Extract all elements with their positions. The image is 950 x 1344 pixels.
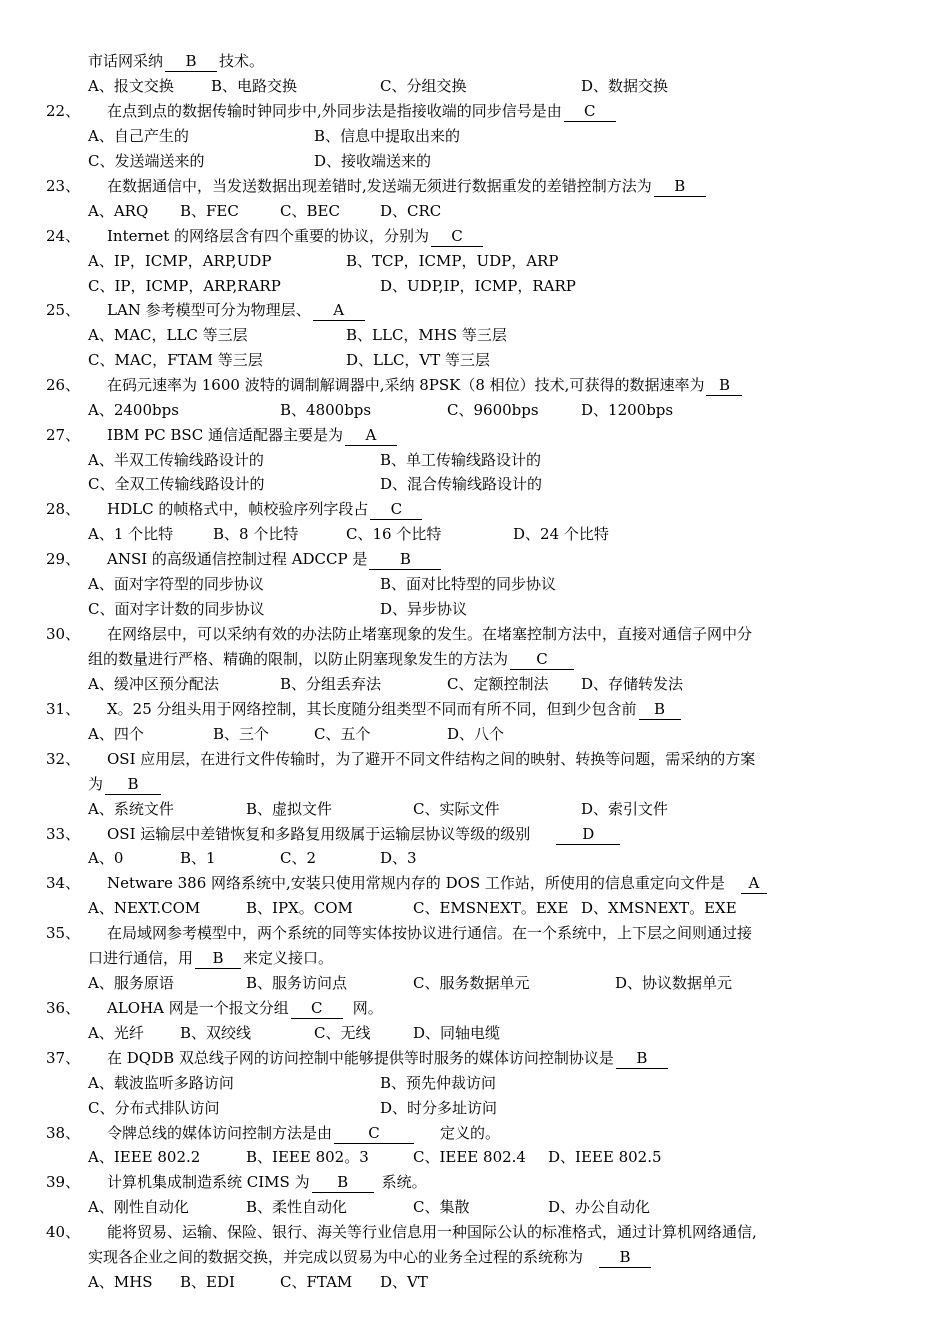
answer-blank: C <box>431 227 483 247</box>
question-text: X。25 分组头用于网络控制，其长度随分组类型不同而有所不同，但到少包含前 <box>107 700 637 718</box>
option-b: B、预先仲裁访问 <box>380 1074 497 1092</box>
question-text: 在局域网参考模型中，两个系统的同等实体按协议进行通信。在一个系统中，上下层之间则通过接 <box>107 924 753 942</box>
option-d: D、3 <box>380 849 417 867</box>
option-row <box>0 1145 950 1170</box>
question-text: Netware 386 网络系统中,安装只使用常规内存的 DOS 工作站，所使用的信息重定向文件是 <box>107 874 725 892</box>
option-row <box>0 1071 950 1096</box>
option-a: A、自己产生的 <box>88 127 189 145</box>
option-a: A、IP，ICMP，ARP,UDP <box>88 252 272 270</box>
question-continuation <box>0 772 950 797</box>
option-b: B、单工传输线路设计的 <box>380 451 542 469</box>
answer-blank: B <box>369 550 441 570</box>
question-stem <box>0 1046 950 1071</box>
question-text: ANSI 的高级通信控制过程 ADCCP 是 <box>107 550 368 568</box>
option-row <box>0 846 950 871</box>
option-row <box>0 672 950 697</box>
answer-blank: A <box>313 301 365 321</box>
option-c: C、IEEE 802.4 <box>413 1148 526 1166</box>
option-c: C、BEC <box>280 202 340 220</box>
option-b: B、IEEE 802。3 <box>246 1148 369 1166</box>
option-d: D、混合传输线路设计的 <box>380 475 543 493</box>
option-b: B、4800bps <box>280 401 372 419</box>
option-row <box>0 1195 950 1220</box>
question-number: 28、 <box>46 500 81 518</box>
option-a: A、光纤 <box>88 1024 144 1042</box>
question-number: 24、 <box>46 227 81 245</box>
option-row <box>0 274 950 299</box>
answer-blank: B <box>105 775 161 795</box>
question-text: 在码元速率为 1600 波特的调制解调器中,采纳 8PSK（8 相位）技术,可获得的数据速率为 <box>107 376 705 394</box>
answer-blank: D <box>556 825 620 845</box>
option-row <box>0 896 950 921</box>
option-c: C、9600bps <box>447 401 539 419</box>
question-number: 27、 <box>46 426 81 444</box>
question-text: 在 DQDB 双总线子网的访问控制中能够提供等时服务的媒体访问控制协议是 <box>107 1049 614 1067</box>
option-row <box>0 472 950 497</box>
question-text: Internet 的网络层含有四个重要的协议，分别为 <box>107 227 429 245</box>
question-text-cont: 实现各企业之间的数据交换，并完成以贸易为中心的业务全过程的系统称为 <box>88 1248 584 1266</box>
option-row <box>0 124 950 149</box>
option-b: B、分组丢弃法 <box>280 675 382 693</box>
option-c: C、EMSNEXT。EXE <box>413 899 569 917</box>
option-d: D、时分多址访问 <box>380 1099 498 1117</box>
option-d: D、协议数据单元 <box>615 974 733 992</box>
option-c: C、定额控制法 <box>447 675 549 693</box>
option-row <box>0 797 950 822</box>
option-row <box>0 448 950 473</box>
question-text: OSI 应用层，在进行文件传输时，为了避开不同文件结构之间的映射、转换等问题，需采纳的方案 <box>107 750 756 768</box>
option-row <box>0 348 950 373</box>
question-text-cont: 组的数量进行严格、精确的限制，以防止阴塞现象发生的方法为 <box>88 650 509 668</box>
option-b: B、EDI <box>180 1273 235 1291</box>
option-a: A、系统文件 <box>88 800 174 818</box>
question-stem <box>0 1121 950 1146</box>
option-a: A、ARQ <box>88 202 149 220</box>
option-b: B、服务访问点 <box>246 974 348 992</box>
option-d: D、八个 <box>447 725 505 743</box>
option-c: C、面对字计数的同步协议 <box>88 600 265 618</box>
option-c: C、16 个比特 <box>346 525 442 543</box>
option-a: A、IEEE 802.2 <box>88 1148 201 1166</box>
option-b: B、柔性自动化 <box>246 1198 348 1216</box>
question-stem <box>0 996 950 1021</box>
answer-blank: A <box>345 426 397 446</box>
question-number: 31、 <box>46 700 81 718</box>
question-stem <box>0 373 950 398</box>
option-row <box>0 971 950 996</box>
option-d: D、存储转发法 <box>581 675 684 693</box>
answer-blank: B <box>165 52 217 72</box>
question-number: 38、 <box>46 1124 81 1142</box>
question-continuation <box>0 1245 950 1270</box>
option-b: B、信息中提取出来的 <box>314 127 461 145</box>
option-b: B、面对比特型的同步协议 <box>380 575 557 593</box>
option-a: A、缓冲区预分配法 <box>88 675 219 693</box>
question-stem <box>0 224 950 249</box>
question-text: IBM PC BSC 通信适配器主要是为 <box>107 426 343 444</box>
option-d: D、异步协议 <box>380 600 468 618</box>
question-stem <box>0 174 950 199</box>
option-c: C、FTAM <box>280 1273 353 1291</box>
question-number: 30、 <box>46 625 81 643</box>
question-number: 29、 <box>46 550 81 568</box>
question-stem <box>0 99 950 124</box>
question-number: 22、 <box>46 102 81 120</box>
option-d: D、24 个比特 <box>513 525 609 543</box>
answer-blank: C <box>564 102 616 122</box>
question-number: 25、 <box>46 301 81 319</box>
option-row <box>0 74 950 99</box>
option-b: B、8 个比特 <box>213 525 299 543</box>
question-number: 39、 <box>46 1173 81 1191</box>
question-stem <box>0 1220 950 1245</box>
question-text: 在网络层中，可以采纳有效的办法防止堵塞现象的发生。在堵塞控制方法中，直接对通信子网中分 <box>107 625 753 643</box>
question-text: 能将贸易、运输、保险、银行、海关等行业信息用一种国际公认的标准格式，通过计算机网络通信, <box>107 1223 757 1241</box>
option-row <box>0 149 950 174</box>
answer-blank: B <box>706 376 742 396</box>
question-number: 36、 <box>46 999 81 1017</box>
option-b: B、三个 <box>213 725 270 743</box>
question-stem <box>0 547 950 572</box>
option-b: B、IPX。COM <box>246 899 353 917</box>
question-stem <box>0 871 950 896</box>
question-number: 26、 <box>46 376 81 394</box>
option-row <box>0 249 950 274</box>
option-b: B、电路交换 <box>211 77 298 95</box>
question-text: 在点到点的数据传输时钟同步中,外同步法是指接收端的同步信号是由 <box>107 102 562 120</box>
option-row <box>0 1096 950 1121</box>
question-text: LAN 参考模型可分为物理层、 <box>107 301 311 319</box>
question-number: 32、 <box>46 750 81 768</box>
option-a: A、0 <box>88 849 124 867</box>
answer-blank: B <box>654 177 706 197</box>
option-d: D、VT <box>380 1273 428 1291</box>
question-text-tail: 技术。 <box>219 52 265 70</box>
question-text: 在数据通信中，当发送数据出现差错时,发送端无须进行数据重发的差错控制方法为 <box>107 177 652 195</box>
option-d: D、UDP,IP，ICMP，RARP <box>380 277 576 295</box>
option-a: A、2400bps <box>88 401 179 419</box>
option-row <box>0 522 950 547</box>
option-d: D、办公自动化 <box>548 1198 651 1216</box>
option-c: C、分布式排队访问 <box>88 1099 220 1117</box>
option-a: A、报文交换 <box>88 77 174 95</box>
option-c: C、实际文件 <box>413 800 500 818</box>
option-a: A、服务原语 <box>88 974 174 992</box>
option-b: B、双绞线 <box>180 1024 252 1042</box>
answer-blank: B <box>599 1248 651 1268</box>
option-b: B、FEC <box>180 202 239 220</box>
question-text-tail: 网。 <box>352 999 383 1017</box>
question-number: 34、 <box>46 874 81 892</box>
question-text: 计算机集成制造系统 CIMS 为 <box>107 1173 310 1191</box>
answer-blank: B <box>616 1049 668 1069</box>
option-b: B、TCP，ICMP，UDP，ARP <box>346 252 559 270</box>
answer-blank: C <box>334 1124 414 1144</box>
answer-blank: B <box>195 949 241 969</box>
option-d: D、接收端送来的 <box>314 152 432 170</box>
option-row <box>0 398 950 423</box>
answer-blank: C <box>510 650 574 670</box>
question-continuation <box>0 49 950 74</box>
option-c: C、无线 <box>314 1024 371 1042</box>
answer-blank: C <box>291 999 343 1019</box>
option-a: A、载波监听多路访问 <box>88 1074 234 1092</box>
option-d: D、XMSNEXT。EXE <box>581 899 737 917</box>
option-d: D、索引文件 <box>581 800 669 818</box>
question-stem <box>0 1170 950 1195</box>
question-stem <box>0 622 950 647</box>
option-a: A、MHS <box>88 1273 153 1291</box>
question-stem <box>0 747 950 772</box>
option-d: D、数据交换 <box>581 77 669 95</box>
question-number: 33、 <box>46 825 81 843</box>
question-number: 35、 <box>46 924 81 942</box>
option-row <box>0 199 950 224</box>
option-row <box>0 597 950 622</box>
option-b: B、1 <box>180 849 216 867</box>
answer-blank: B <box>639 700 681 720</box>
question-continuation <box>0 647 950 672</box>
option-a: A、刚性自动化 <box>88 1198 189 1216</box>
answer-blank: C <box>370 500 422 520</box>
option-row <box>0 323 950 348</box>
option-d: D、同轴电缆 <box>413 1024 501 1042</box>
option-d: D、CRC <box>380 202 442 220</box>
question-text-cont: 为 <box>88 775 104 793</box>
option-c: C、发送端送来的 <box>88 152 205 170</box>
question-text-cont: 口进行通信，用 <box>88 949 194 967</box>
option-row <box>0 572 950 597</box>
option-a: A、面对字符型的同步协议 <box>88 575 264 593</box>
question-stem <box>0 697 950 722</box>
option-a: A、NEXT.COM <box>88 899 201 917</box>
option-row <box>0 1021 950 1046</box>
option-c: C、IP，ICMP，ARP,RARP <box>88 277 281 295</box>
question-text: 市话网采纳 <box>88 52 164 70</box>
answer-blank: B <box>312 1173 374 1193</box>
question-continuation <box>0 946 950 971</box>
option-c: C、五个 <box>314 725 371 743</box>
option-c: C、全双工传输线路设计的 <box>88 475 265 493</box>
option-a: A、MAC，LLC 等三层 <box>88 326 248 344</box>
question-number: 23、 <box>46 177 81 195</box>
question-text-tail: 定义的。 <box>440 1124 501 1142</box>
answer-blank: A <box>741 874 767 894</box>
option-c: C、2 <box>280 849 317 867</box>
option-d: D、LLC，VT 等三层 <box>346 351 491 369</box>
option-c: C、分组交换 <box>380 77 467 95</box>
option-d: D、IEEE 802.5 <box>548 1148 662 1166</box>
option-row <box>0 722 950 747</box>
option-a: A、1 个比特 <box>88 525 174 543</box>
question-text-tail: 来定义接口。 <box>243 949 334 967</box>
question-text: 令牌总线的媒体访问控制方法是由 <box>107 1124 333 1142</box>
option-c: C、MAC，FTAM 等三层 <box>88 351 263 369</box>
option-d: D、1200bps <box>581 401 674 419</box>
question-number: 40、 <box>46 1223 81 1241</box>
question-text: ALOHA 网是一个报文分组 <box>107 999 289 1017</box>
option-b: B、LLC，MHS 等三层 <box>346 326 507 344</box>
question-stem <box>0 822 950 847</box>
option-a: A、半双工传输线路设计的 <box>88 451 264 469</box>
option-c: C、服务数据单元 <box>413 974 530 992</box>
question-text: OSI 运输层中差错恢复和多路复用级属于运输层协议等级的级别 <box>107 825 531 843</box>
option-a: A、四个 <box>88 725 144 743</box>
question-stem <box>0 298 950 323</box>
option-c: C、集散 <box>413 1198 470 1216</box>
question-stem <box>0 423 950 448</box>
question-stem <box>0 497 950 522</box>
question-stem <box>0 921 950 946</box>
question-text: HDLC 的帧格式中，帧校验序列字段占 <box>107 500 369 518</box>
question-number: 37、 <box>46 1049 81 1067</box>
option-b: B、虚拟文件 <box>246 800 333 818</box>
option-row <box>0 1270 950 1295</box>
question-text-tail: 系统。 <box>381 1173 427 1191</box>
